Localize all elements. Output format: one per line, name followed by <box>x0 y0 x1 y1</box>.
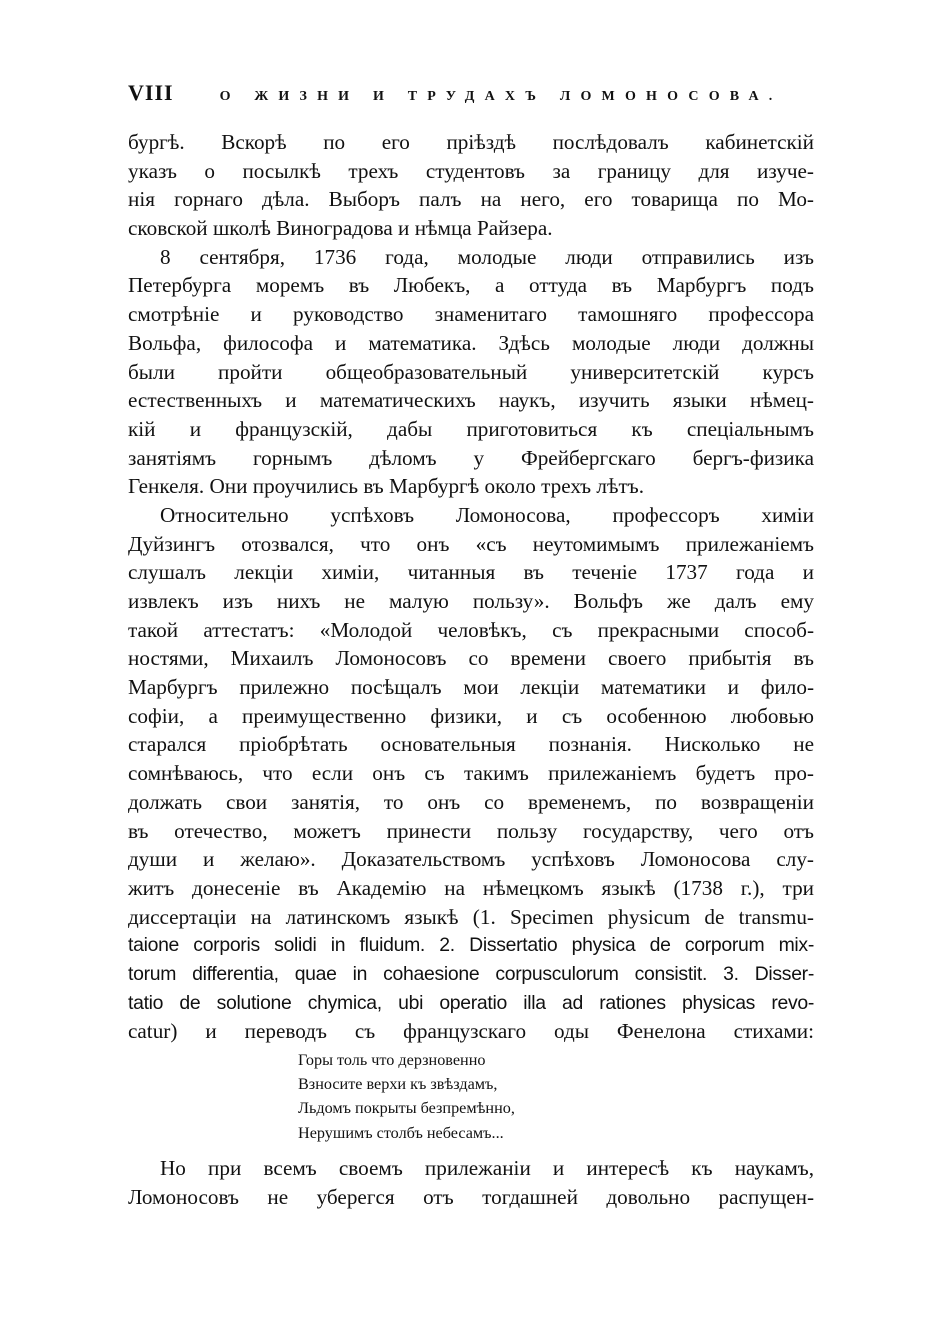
poem-line: Взносите верхи къ звѣздамъ, <box>298 1075 498 1094</box>
text-line: Но при всемъ своемъ прилежаніи и интересѣ къ наукамъ, <box>160 1156 814 1180</box>
text-line: сомнѣваюсь, что если онъ съ такимъ прилежаніемъ будетъ про- <box>128 761 814 786</box>
poem-line: Горы толь что дерзновенно <box>298 1051 486 1069</box>
text-line: сковской школѣ Виноградова и нѣмца Райзера. <box>128 216 553 241</box>
text-line-latin: torum differentia, quae in cohaesione corpusculorum consistit. 3. Disser- <box>128 962 814 985</box>
continuation-text <box>128 1154 814 1211</box>
text-line: естественныхъ и математическихъ наукъ, изучить языки нѣмец- <box>128 388 814 413</box>
page-number: VIII <box>128 80 174 105</box>
text-line: 8 сентября, 1736 года, молодые люди отправились изъ <box>160 244 814 269</box>
text-line: Генкеля. Они проучились въ Марбургѣ около трехъ лѣтъ. <box>128 474 644 499</box>
text-line: извлекъ изъ нихъ не малую пользу». Вольфъ же далъ ему <box>128 589 814 613</box>
text-line: занятіямъ горнымъ дѣломъ у Фрейбергскаго бергъ-физика <box>128 445 814 470</box>
text-line: должать свои занятія, то онъ со временемъ, по возвращеніи <box>128 789 814 814</box>
text-line: указъ о посылкѣ трехъ студентовъ за границу для изуче- <box>128 158 814 183</box>
text-line: были пройти общеобразовательный университетскій курсъ <box>128 359 814 384</box>
text-line: Дуйзингъ отозвался, что онъ «съ неутомимымъ прилежаніемъ <box>128 531 814 556</box>
text-line: нія горнаго дѣла. Выборъ палъ на него, его товарища по Мо- <box>128 187 814 212</box>
text-line: Марбургъ прилежно посѣщалъ мои лекціи математики и фило- <box>128 675 814 700</box>
text-line-latin: tatio de solutione chymica, ubi operatio illa ad rationes physicas revo- <box>128 991 814 1014</box>
main-text <box>128 128 814 1046</box>
text-line: ностями, Михаилъ Ломоносовъ со времени своего прибытія въ <box>128 646 814 671</box>
text-line: слушалъ лекціи химіи, читанныя въ теченіе 1737 года и <box>128 560 814 585</box>
poem-line: Нерушимъ столбъ небесамъ... <box>298 1123 504 1142</box>
text-line: бургѣ. Вскорѣ по его пріѣздѣ послѣдовалъ кабинетскій <box>128 130 814 154</box>
text-line: catur) и переводъ съ французскаго оды Фенелона стихами: <box>128 1019 814 1044</box>
text-line: Вольфа, философа и математика. Здѣсь молодые люди должны <box>128 330 814 355</box>
poem-line: Льдомъ покрыты безпремѣнно, <box>298 1099 515 1118</box>
text-line: софіи, а преимущественно физики, и съ особенною любовью <box>128 703 814 728</box>
text-line: души и желаю». Доказательствомъ успѣховъ Ломоносова слу- <box>128 847 814 872</box>
text-line: такой аттестатъ: «Молодой человѣкъ, съ прекрасными способ- <box>128 617 814 642</box>
text-line: Относительно успѣховъ Ломоносова, профессоръ химіи <box>160 502 814 527</box>
poem-quote <box>298 1048 638 1145</box>
text-line: кій и французскій, дабы приготовиться къ спеціальнымъ <box>128 416 814 441</box>
text-line: диссертаціи на латинскомъ языкѣ (1. Specimen physicum de transmu- <box>128 904 814 929</box>
text-line: въ отечество, можетъ принести пользу государству, чего отъ <box>128 818 814 843</box>
page-header <box>128 80 818 108</box>
text-line-latin: taione corporis solidi in fluidum. 2. Dissertatio physica de corporum mix- <box>128 934 814 957</box>
running-head: О ЖИЗНИ И ТРУДАХЪ ЛОМОНОСОВА. <box>219 89 783 104</box>
text-line: Петербурга моремъ въ Любекъ, а оттуда въ Марбургъ подъ <box>128 273 814 298</box>
text-line: Ломоносовъ не уберегся отъ тогдашней довольно распущен- <box>128 1184 814 1209</box>
text-line: старался пріобрѣтать основательныя познанія. Нисколько не <box>128 732 814 757</box>
text-line: житъ донесеніе въ Академію на нѣмецкомъ языкѣ (1738 г.), три <box>128 875 814 900</box>
text-line: смотрѣніе и руководство знаменитаго тамошняго профессора <box>128 302 814 327</box>
